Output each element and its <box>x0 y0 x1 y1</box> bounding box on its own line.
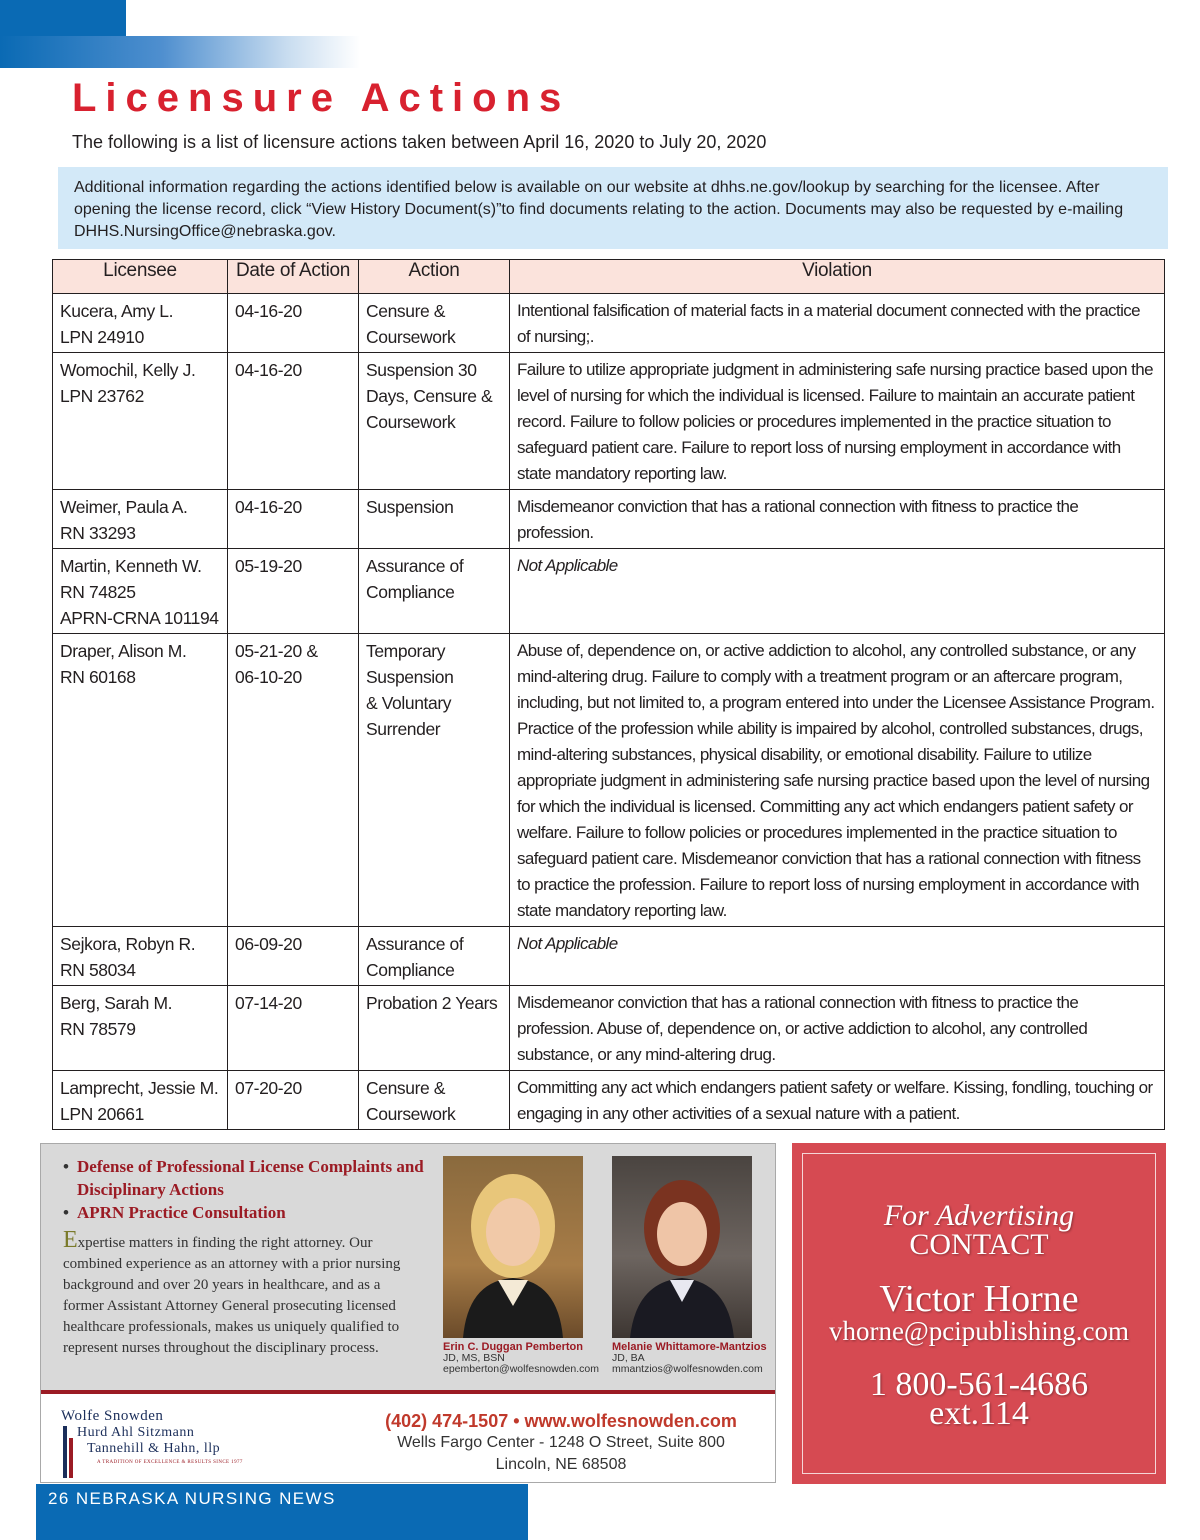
logo-line-1: Wolfe Snowden <box>61 1408 164 1424</box>
attorney-photo-1 <box>443 1156 583 1338</box>
advertising-ad-frame <box>802 1153 1156 1474</box>
table-header-row <box>53 260 1165 294</box>
attorney-portrait-2 <box>612 1156 752 1338</box>
column-header-violation: Violation <box>510 260 1165 294</box>
intro-prefix: The following is a list of licensure actions taken between <box>72 132 524 152</box>
column-header-date: Date of Action <box>228 260 359 294</box>
cell-violation: Intentional falsification of material facts in a material document connected with the practice of nursing;. <box>510 294 1165 353</box>
table-row <box>53 1071 1165 1130</box>
cell-licensee: Womochil, Kelly J. LPN 23762 <box>53 353 228 490</box>
advertising-contact-phone[interactable]: 1 800-561-4686 <box>869 1366 1089 1403</box>
cell-action: Probation 2 Years <box>359 986 510 1071</box>
intro-dates: April 16, 2020 to July 20, 2020 <box>523 132 767 152</box>
cell-action: Suspension 30 Days, Censure & Coursework <box>359 353 510 490</box>
attorney-caption-1 <box>443 1342 599 1375</box>
info-box-text: Additional information regarding the actions identified below is available on our website at dhhs.ne.gov/lookup by searching for the licensee. After opening the license record, click “View History Document(s)”to find documents relating to the action. Documents may also be requested by e-mailing DHHS.NursingOffice@nebraska.gov. <box>74 179 1124 240</box>
cell-action: Suspension <box>359 490 510 549</box>
table-row <box>53 927 1165 986</box>
cell-date: 05-21-20 & 06-10-20 <box>228 634 359 927</box>
attorney-portrait-1 <box>443 1156 583 1338</box>
table-row <box>53 986 1165 1071</box>
advertising-contact-label: CONTACT <box>909 1228 1049 1261</box>
attorney-caption-2 <box>612 1342 767 1375</box>
attorney-name: Erin C. Duggan Pemberton <box>443 1341 583 1353</box>
attorney-credentials: JD, BA <box>612 1352 645 1364</box>
law-firm-footer <box>41 1394 775 1482</box>
cell-violation: Committing any act which endangers patient safety or welfare. Kissing, fondling, touching or engaging in any other activities of a sexual nature with a patient. <box>510 1071 1165 1130</box>
column-header-action: Action <box>359 260 510 294</box>
service-item: • Defense of Professional License Complaints and Disciplinary Actions <box>63 1155 443 1201</box>
advertising-contact-ad <box>792 1143 1166 1484</box>
drop-cap: E <box>63 1227 78 1253</box>
info-box <box>58 167 1168 249</box>
cell-action: Assurance of Compliance <box>359 927 510 986</box>
cell-date: 07-14-20 <box>228 986 359 1071</box>
attorney-name: Melanie Whittamore-Mantzios <box>612 1341 767 1353</box>
table-row <box>53 294 1165 353</box>
cell-violation: Misdemeanor conviction that has a rational connection with fitness to practice the profession. <box>510 490 1165 549</box>
cell-date: 05-19-20 <box>228 549 359 634</box>
ad-copy-text: xpertise matters in finding the right attorney. Our combined experience as an attorney with a prior nursing background and over 20 years in healthcare, and as a former Assistant Attorney General prosecuting licensed healthcare professionals, makes us uniquely qualified to represent nurses throughout the disciplinary process. <box>63 1235 401 1356</box>
cell-violation: Failure to utilize appropriate judgment in administering safe nursing practice based upon the level of nursing for which the individual is licensed. Failure to maintain an accurate patient record. Failure to follow policies or procedures implemented in the practice situation to safeguard patient care. Failure to report loss of nursing employment in accordance with state mandatory reporting law. <box>510 353 1165 490</box>
advertising-contact-email[interactable]: vhorne@pcipublishing.com <box>828 1316 1130 1346</box>
cell-licensee: Lamprecht, Jessie M. LPN 20661 <box>53 1071 228 1130</box>
cell-date: 04-16-20 <box>228 294 359 353</box>
cell-action: Censure & Coursework <box>359 294 510 353</box>
cell-violation: Abuse of, dependence on, or active addiction to alcohol, any controlled substance, or any mind-altering drug. Failure to comply with a treatment program or an aftercare program, including, but not limited to, a program entered into under the Licensee Assistance Program. Practice of the profession while ability is impaired by alcohol, controlled substances, drugs, mind-altering substances, physical disability, or emotional disability. Failure to utilize appropriate judgment in administering safe nursing practice based upon the level of nursing for which the individual is licensed. Committing any act which endangers patient safety or welfare. Failure to follow policies or procedures implemented in the practice situation to safeguard patient care. Misdemeanor conviction that has a rational connection with fitness to practice the profession. Failure to report loss of nursing employment in accordance with state mandatory reporting law. <box>510 634 1165 927</box>
cell-action: Censure & Coursework <box>359 1071 510 1130</box>
law-firm-ad <box>40 1143 776 1483</box>
column-header-licensee: Licensee <box>53 260 228 294</box>
cell-licensee: Draper, Alison M. RN 60168 <box>53 634 228 927</box>
cell-action: Temporary Suspension & Voluntary Surrender <box>359 634 510 927</box>
cell-licensee: Sejkora, Robyn R. RN 58034 <box>53 927 228 986</box>
cell-date: 04-16-20 <box>228 353 359 490</box>
law-firm-address-2: Lincoln, NE 68508 <box>495 1456 627 1473</box>
ad-copy <box>63 1227 423 1359</box>
intro-text <box>72 132 766 153</box>
logo-line-3: Tannehill & Hahn, llp <box>87 1441 221 1456</box>
cell-date: 04-16-20 <box>228 490 359 549</box>
cell-action: Assurance of Compliance <box>359 549 510 634</box>
table-row <box>53 490 1165 549</box>
top-gradient-bar <box>0 36 360 68</box>
service-item: • APRN Practice Consultation <box>63 1201 443 1224</box>
advertising-heading: For Advertising <box>883 1199 1075 1232</box>
cell-licensee: Kucera, Amy L. LPN 24910 <box>53 294 228 353</box>
logo-line-2: Hurd Ahl Sitzmann <box>77 1425 195 1440</box>
law-firm-phone-web[interactable]: (402) 474-1507 • www.wolfesnowden.com <box>385 1411 737 1431</box>
attorney-email[interactable]: mmantzios@wolfesnowden.com <box>612 1363 763 1375</box>
page-title: Licensure Actions <box>72 76 571 120</box>
logo-bar-blue <box>63 1426 67 1478</box>
attorney-photo-2 <box>612 1156 752 1338</box>
advertising-contact-ext: ext.114 <box>929 1395 1029 1432</box>
service-list <box>63 1155 443 1224</box>
law-firm-logo <box>61 1408 261 1465</box>
table-row <box>53 353 1165 490</box>
cell-licensee: Weimer, Paula A. RN 33293 <box>53 490 228 549</box>
law-firm-address-1: Wells Fargo Center - 1248 O Street, Suite 800 <box>397 1434 725 1451</box>
footer-page-label: 26 NEBRASKA NURSING NEWS <box>48 1489 336 1508</box>
advertising-contact-name: Victor Horne <box>879 1278 1079 1320</box>
licensure-actions-table <box>52 259 1165 1130</box>
cell-violation: Misdemeanor conviction that has a rational connection with fitness to practice the profession. Abuse of, dependence on, or active addiction to alcohol, any controlled substance, or any mind-altering drug. <box>510 986 1165 1071</box>
law-firm-contact <box>371 1410 751 1476</box>
logo-tagline: A TRADITION OF EXCELLENCE & RESULTS SINCE 1977 <box>97 1460 243 1465</box>
table-body <box>53 294 1165 1130</box>
cell-violation: Not Applicable <box>510 549 1165 634</box>
cell-licensee: Martin, Kenneth W. RN 74825 APRN-CRNA 101194 <box>53 549 228 634</box>
logo-bar-red <box>69 1438 73 1478</box>
attorney-email[interactable]: epemberton@wolfesnowden.com <box>443 1363 599 1375</box>
cell-date: 06-09-20 <box>228 927 359 986</box>
table-row <box>53 549 1165 634</box>
table-row <box>53 634 1165 927</box>
attorney-credentials: JD, MS, BSN <box>443 1352 505 1364</box>
cell-violation: Not Applicable <box>510 927 1165 986</box>
cell-licensee: Berg, Sarah M. RN 78579 <box>53 986 228 1071</box>
cell-date: 07-20-20 <box>228 1071 359 1130</box>
